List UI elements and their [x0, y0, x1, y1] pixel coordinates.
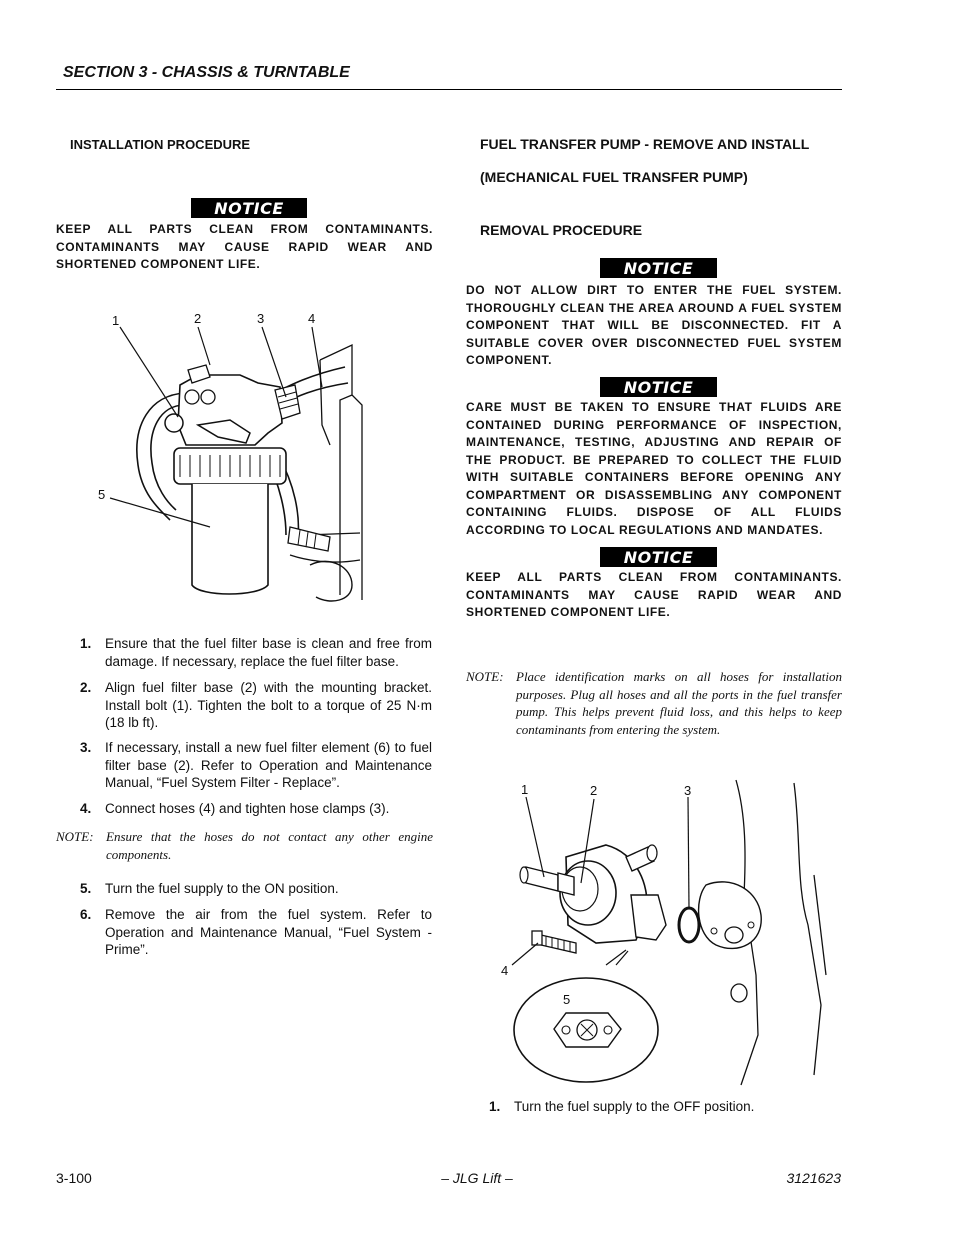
step-number: 4.	[80, 801, 92, 816]
note	[56, 828, 433, 864]
callout-1: 1	[521, 782, 529, 797]
note	[466, 668, 842, 740]
step-text: Turn the fuel supply to the ON position.	[105, 881, 339, 896]
step-number: 2.	[80, 680, 92, 695]
section-title: SECTION 3 - CHASSIS & TURNTABLE	[63, 64, 350, 81]
pump-heading: FUEL TRANSFER PUMP - REMOVE AND INSTALL	[480, 136, 810, 152]
installation-heading: INSTALLATION PROCEDURE	[70, 137, 251, 152]
callout-2: 2	[590, 783, 598, 798]
callout-4: 4	[501, 963, 509, 978]
callout-3: 3	[684, 783, 692, 798]
header-rule	[56, 89, 842, 90]
notice-badge: NOTICE	[191, 198, 307, 218]
step-number: 3.	[80, 740, 92, 755]
list-item	[80, 679, 432, 732]
step-text: Align fuel filter base (2) with the mounting bracket. Install bolt (1). Tighten the bolt to a torque of 25 N·m (18 lb ft).	[105, 680, 432, 730]
note-text: Ensure that the hoses do not contact any other engine components.	[106, 829, 433, 862]
pump-subheading: (MECHANICAL FUEL TRANSFER PUMP)	[480, 169, 748, 185]
note-label: NOTE:	[466, 669, 504, 684]
list-item	[80, 906, 432, 959]
note-label: NOTE:	[56, 829, 94, 844]
callout-2: 2	[194, 311, 202, 326]
note-text: Place identification marks on all hoses for installation purposes. Plug all hoses and all the ports in the fuel transfer pump. This helps prevent fluid loss, and this helps to keep contaminants from entering the system.	[516, 669, 842, 737]
callout-1: 1	[112, 313, 120, 328]
callout-3: 3	[257, 311, 265, 326]
list-item	[80, 880, 432, 898]
notice-badge: NOTICE	[600, 258, 717, 278]
notice-badge: NOTICE	[600, 547, 717, 567]
notice-text: DO NOT ALLOW DIRT TO ENTER THE FUEL SYSTEM. THOROUGHLY CLEAN THE AREA AROUND A FUEL SYSTEM COMPONENT THAT WILL BE DISCONNECTED. FIT A SUITABLE COVER OVER DISCONNECTED FUEL SYSTEM COMPONENT.	[466, 283, 842, 367]
step-number: 6.	[80, 907, 92, 922]
list-item	[80, 635, 432, 670]
notice-text: KEEP ALL PARTS CLEAN FROM CONTAMINANTS. CONTAMINANTS MAY CAUSE RAPID WEAR AND SHORTENED COMPONENT LIFE.	[466, 570, 842, 619]
notice-text: KEEP ALL PARTS CLEAN FROM CONTAMINANTS. CONTAMINANTS MAY CAUSE RAPID WEAR AND SHORTENED COMPONENT LIFE.	[56, 222, 433, 271]
step-text: Turn the fuel supply to the OFF position.	[514, 1099, 755, 1114]
callout-5: 5	[98, 487, 106, 502]
list-item	[80, 800, 432, 818]
notice-text: CARE MUST BE TAKEN TO ENSURE THAT FLUIDS ARE CONTAINED DURING PERFORMANCE OF INSPECTION, MAINTENANCE, TESTING, ADJUSTING AND REPAIR OF THE PRODUCT. BE PREPARED TO COLLECT THE FLUID WITH SUITABLE CONTAINERS BEFORE OPENING ANY COMPARTMENT OR DISASSEMBLING ANY COMPONENT CONTAINING FLUIDS. DISPOSE OF ALL FLUIDS ACCORDING TO LOCAL REGULATIONS AND MANDATES.	[466, 400, 842, 537]
notice-badge: NOTICE	[600, 377, 717, 397]
step-text: Connect hoses (4) and tighten hose clamps (3).	[105, 801, 390, 816]
step-text: If necessary, install a new fuel filter element (6) to fuel filter base (2). Refer to Operation and Maintenance Manual, “Fuel System Filter - Replace”.	[105, 740, 432, 790]
footer-center: – JLG Lift –	[441, 1170, 513, 1186]
callout-5: 5	[563, 992, 571, 1007]
transfer-pump-figure	[496, 775, 836, 1090]
list-item	[80, 739, 432, 792]
step-number: 1.	[80, 636, 92, 651]
list-item	[489, 1098, 841, 1116]
fuel-filter-figure	[90, 305, 390, 605]
step-text: Remove the air from the fuel system. Refer to Operation and Maintenance Manual, “Fuel System - Prime”.	[105, 907, 432, 957]
step-number: 1.	[489, 1099, 501, 1114]
removal-heading: REMOVAL PROCEDURE	[480, 222, 643, 238]
callout-4: 4	[308, 311, 316, 326]
step-text: Ensure that the fuel filter base is clean and free from damage. If necessary, replace the fuel filter base.	[105, 636, 432, 669]
page-number: 3-100	[56, 1170, 92, 1186]
doc-number: 3121623	[786, 1170, 841, 1186]
step-number: 5.	[80, 881, 92, 896]
